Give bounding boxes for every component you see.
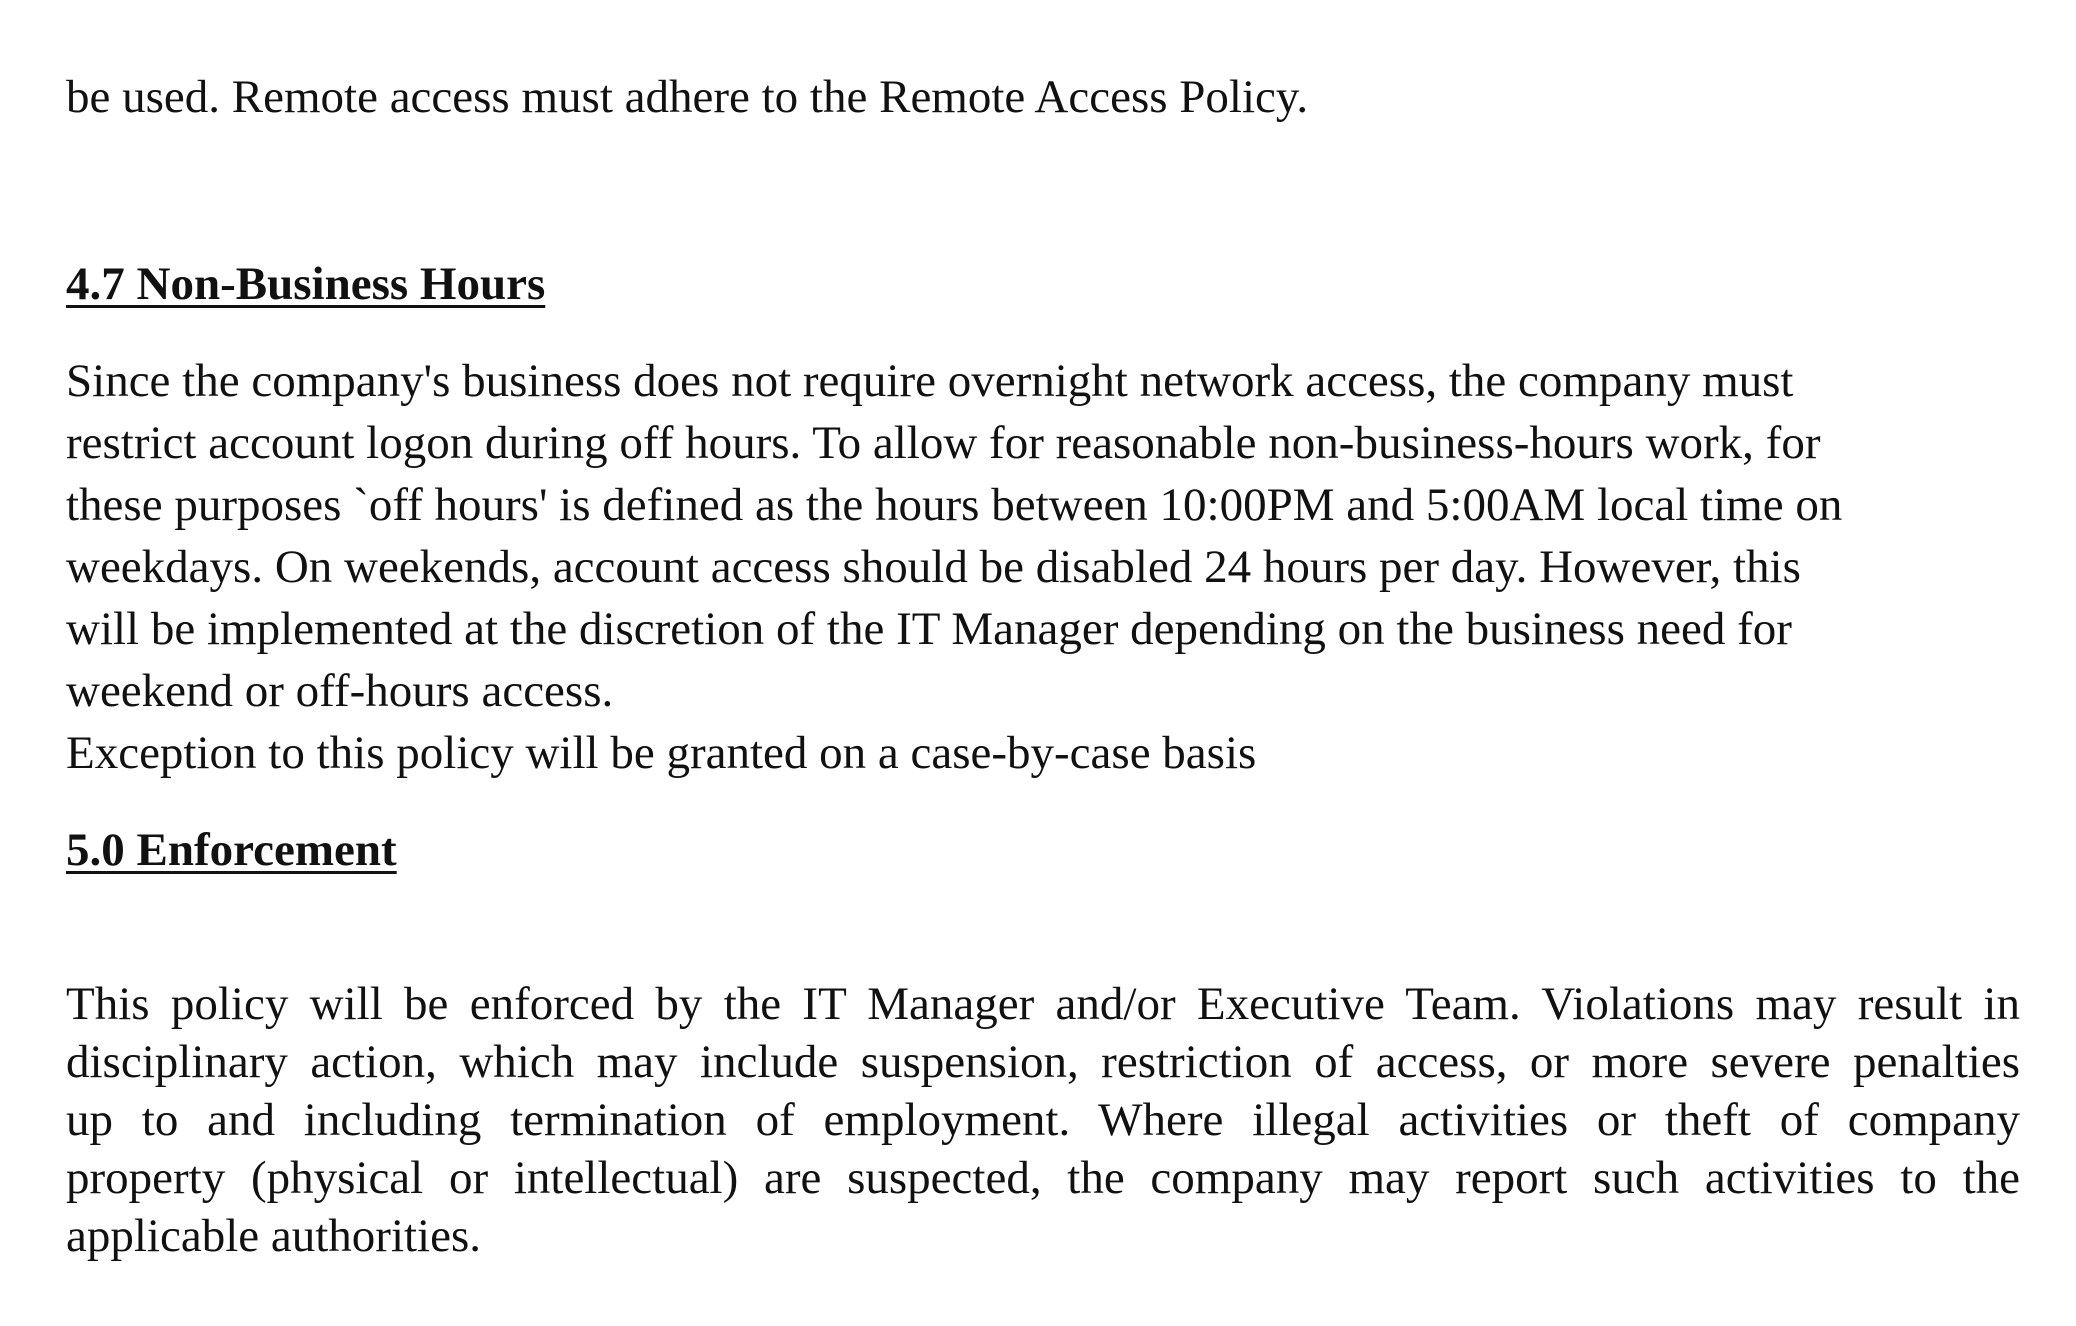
paragraph-line: applicable authorities. (66, 1210, 482, 1262)
paragraph-line: Since the company's business does not require overnight network access, the company must (66, 355, 1794, 407)
section-4-7-heading: 4.7 Non-Business Hours (66, 258, 546, 310)
paragraph-line: weekdays. On weekends, account access should be disabled 24 hours per day. However, this (66, 541, 1801, 593)
paragraph-line: This policy will be enforced by the IT Manager and/or Executive Team. Violations may result in (66, 978, 2020, 1030)
section-5-0-heading: 5.0 Enforcement (66, 824, 397, 876)
paragraph-line: restrict account logon during off hours. To allow for reasonable non-business-hours work, for (66, 417, 1821, 469)
paragraph-line: weekend or off-hours access. (66, 665, 614, 717)
paragraph-line: up to and including termination of employment. Where illegal activities or theft of company (66, 1094, 2020, 1146)
paragraph-line: disciplinary action, which may include suspension, restriction of access, or more severe penalties (66, 1036, 2020, 1088)
exception-line: Exception to this policy will be granted on a case-by-case basis (66, 727, 1257, 779)
intro-line: be used. Remote access must adhere to the Remote Access Policy. (66, 71, 1309, 123)
paragraph-line: these purposes `off hours' is defined as the hours between 10:00PM and 5:00AM local time on (66, 479, 1843, 531)
paragraph-line: will be implemented at the discretion of the IT Manager depending on the business need for (66, 603, 1792, 655)
paragraph-line: property (physical or intellectual) are suspected, the company may report such activities to the (66, 1152, 2020, 1204)
